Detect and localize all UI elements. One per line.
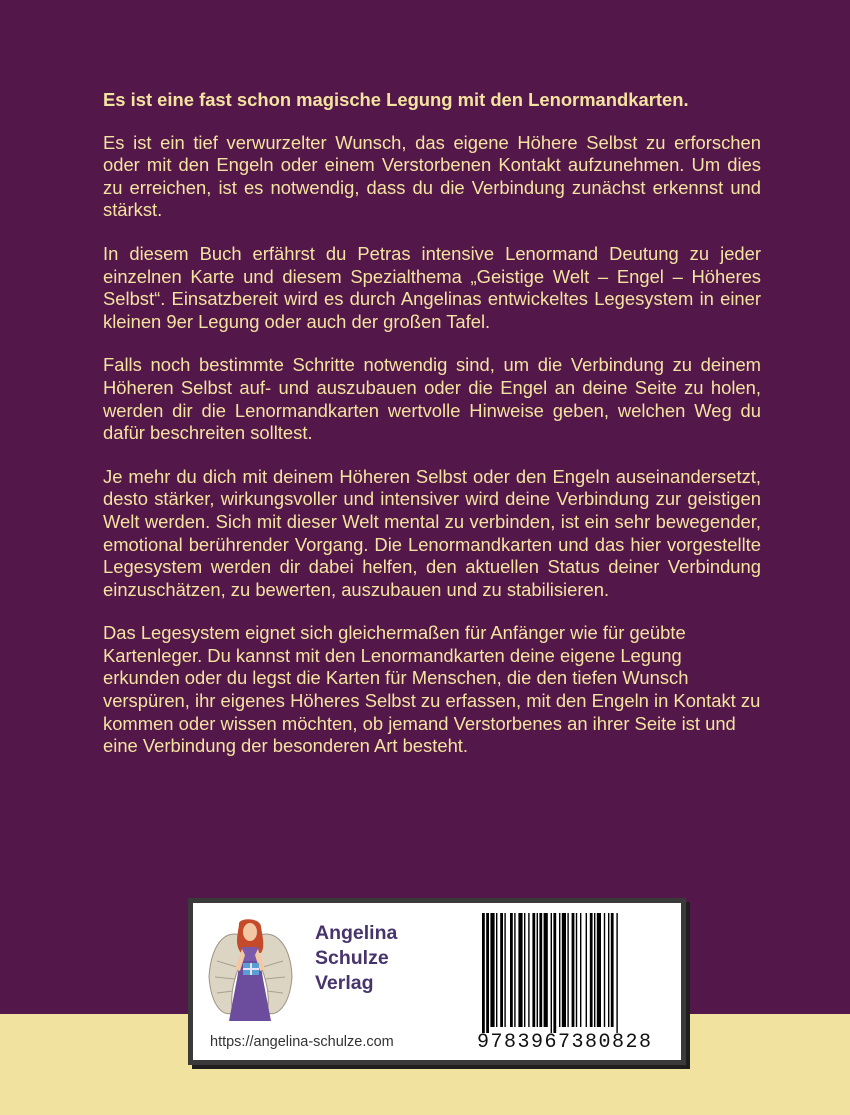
blurb-paragraph: Falls noch bestimmte Schritte notwendig sind, um die Verbindung zu deinem Höheren Selbst auf- und auszubauen oder die Engel an deine Seite zu holen, werden dir die Lenormandkarten wertvolle Hinweise geben, welchen Weg du dafür beschreiten solltest. [103,354,761,444]
publisher-imprint-box [188,898,686,1065]
barcode-bar [604,913,605,1027]
isbn-digits: 9783967380828 [477,1031,653,1054]
barcode-bar [510,913,513,1027]
barcode-bar [611,913,614,1027]
barcode-bar [586,913,587,1027]
angel-logo-icon [207,917,293,1025]
barcode-bar [544,913,548,1027]
barcode-bars [482,913,618,1033]
barcode-bar [524,913,525,1027]
barcode-bar [490,913,494,1027]
barcode-bar [482,913,485,1033]
barcode-bar [528,913,529,1027]
barcode-bar [486,913,489,1033]
barcode-bar [572,913,575,1027]
barcode-bar [504,913,505,1027]
barcode-bar [597,913,601,1027]
barcode-bar [551,913,552,1033]
barcode-bar [514,913,515,1027]
barcode-bar [532,913,535,1027]
barcode-bar [580,913,581,1027]
publisher-name-line: Angelina [315,922,398,944]
barcode-bar [590,913,593,1027]
barcode-bar [616,913,617,1033]
blurb-paragraph: In diesem Buch erfährst du Petras intensive Lenormand Deutung zu jeder einzelnen Karte und diesem Spezialthema „Geistige Welt – Engel – Höheres Selbst“. Einsatzbereit wird es durch Angelinas entwickeltes Legesystem in einer kleinen 9er Legung oder auch der großen Tafel. [103,242,761,332]
barcode-bar [608,913,609,1027]
publisher-name-line: Schulze [315,947,389,969]
blurb-paragraph: Es ist ein tief verwurzelter Wunsch, das eigene Höhere Selbst zu erforschen oder mit den Engeln oder einem Verstorbenen Kontakt aufzunehmen. Um dies zu erreichen, ist es notwendig, dass du die Verbindung zunächst erkennst und stärkst. [103,131,761,221]
barcode-bar [496,913,497,1027]
isbn-barcode [480,913,648,1033]
barcode-bar [553,913,556,1033]
barcode-bar [567,913,568,1027]
barcode-bar [518,913,522,1027]
barcode-bar [559,913,560,1027]
barcode-bar [500,913,503,1027]
barcode-bar [594,913,595,1027]
barcode-bar [539,913,542,1027]
barcode-bar [562,913,566,1027]
blurb-paragraph: Das Legesystem eignet sich gleichermaßen für Anfänger wie für geübte Kartenleger. Du kannst mit den Lenormandkarten deine eigene Legung erkunden oder du legst die Karten für Menschen, die den tiefen Wunsch verspüren, ihr eigenes Höheres Selbst zu erfassen, mit den Engeln in Kontakt zu kommen oder wissen möchten, ob jemand Verstorbenes an ihrer Seite ist und eine Verbindung der besonderen Art besteht. [103,622,761,757]
blurb-paragraph: Je mehr du dich mit deinem Höheren Selbst oder den Engeln auseinandersetzt, desto stärker, wirkungsvoller und intensiver wird deine Verbindung zur geistigen Welt werden. Sich mit dieser Welt mental zu verbinden, ist ein sehr bewegender, emotional berührender Vorgang. Die Lenormandkarten und das hier vorgestellte Legesystem werden dir dabei helfen, den aktuellen Status deiner Verbindung einzuschätzen, zu bewerten, auszubauen und zu stabilisieren. [103,465,761,600]
publisher-name-line: Verlag [315,972,374,994]
blurb-heading: Es ist eine fast schon magische Legung mit den Lenormandkarten. [103,89,689,110]
blurb-text [103,89,761,779]
barcode-bar [537,913,538,1027]
publisher-website-link[interactable]: https://angelina-schulze.com [210,1034,394,1050]
publisher-name [315,921,397,996]
barcode-bar [576,913,577,1027]
